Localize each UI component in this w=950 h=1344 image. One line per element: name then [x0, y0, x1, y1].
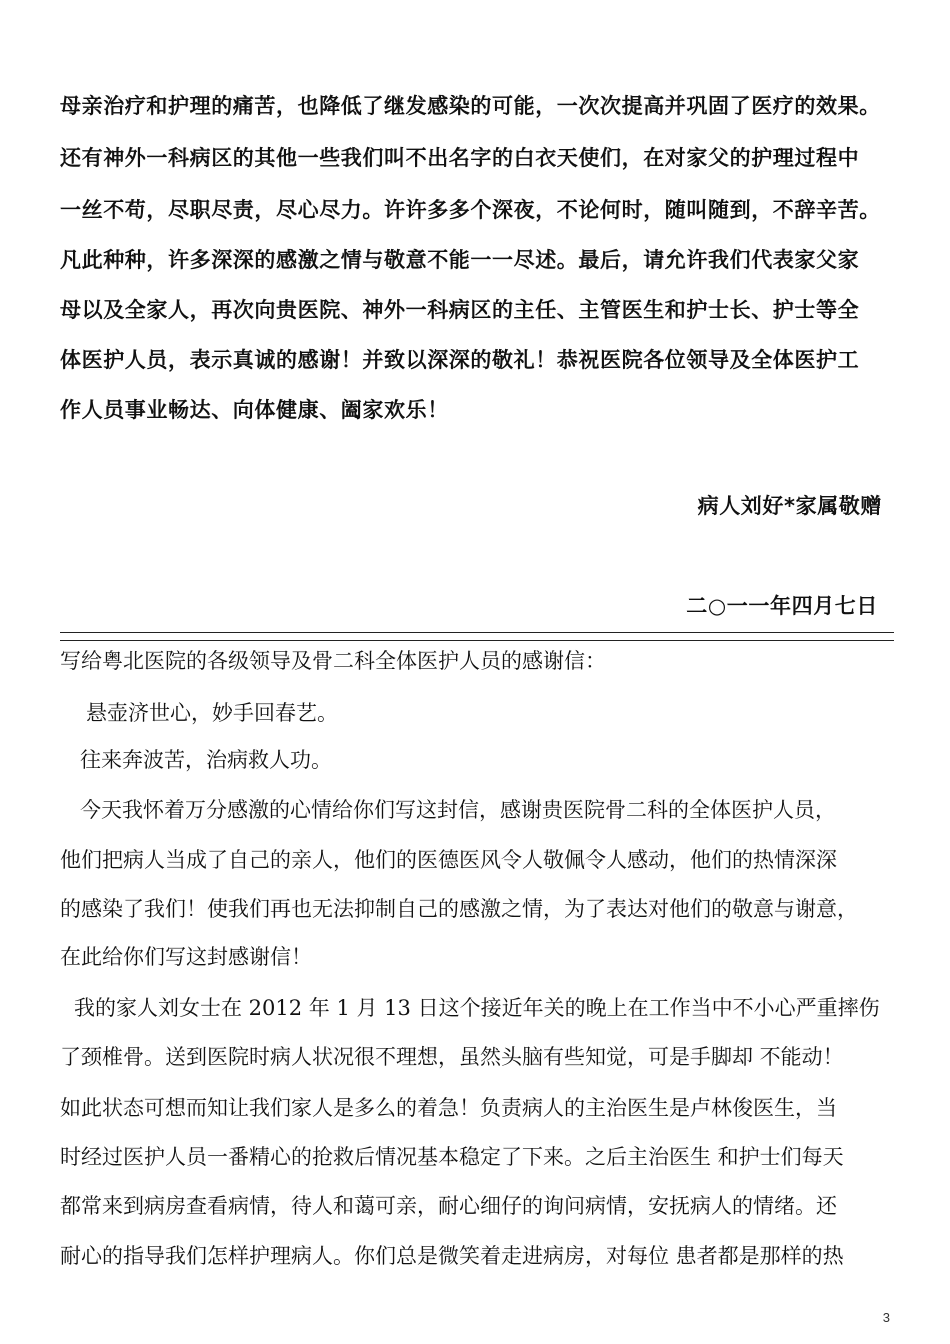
letter2-line: 他们把病人当成了自己的亲人，他们的医德医风令人敬佩令人感动，他们的热情深深: [60, 848, 837, 872]
letter2-title: 写给粤北医院的各级领导及骨二科全体医护人员的感谢信：: [60, 649, 606, 673]
letter1-signature: 病人刘好*家属敬赠: [697, 494, 882, 518]
letter1-line: 母亲治疗和护理的痛苦，也降低了继发感染的可能，一次次提高并巩固了医疗的效果。: [60, 94, 881, 118]
letter2-line: 在此给你们写这封感谢信！: [60, 945, 312, 969]
letter1-line: 一丝不苟，尽职尽责，尽心尽力。许许多多个深夜，不论何时，随叫随到，不辞辛苦。: [60, 198, 881, 222]
poem-line: 悬壶济世心，妙手回春艺。: [86, 701, 338, 725]
letter2-line: 时经过医护人员一番精心的抢救后情况基本稳定了下来。之后主治医生 和护士们每天: [60, 1145, 844, 1169]
letter2-line: 如此状态可想而知让我们家人是多么的着急！负责病人的主治医生是卢林俊医生，当: [60, 1096, 837, 1120]
letter1-line: 作人员事业畅达、向体健康、阖家欢乐！: [60, 398, 449, 422]
letter1-line: 体医护人员，表示真诚的感谢！并致以深深的敬礼！恭祝医院各位领导及全体医护工: [60, 348, 860, 372]
letter2-line: 都常来到病房查看病情，待人和蔼可亲，耐心细仔的询问病情，安抚病人的情绪。还: [60, 1194, 837, 1218]
page-number: 3: [882, 1310, 890, 1325]
section-divider-bottom: [60, 640, 894, 641]
letter1-date: 二○一一年四月七日: [686, 594, 878, 618]
section-divider-top: [60, 632, 894, 633]
letter1-line: 母以及全家人，再次向贵医院、神外一科病区的主任、主管医生和护士长、护士等全: [60, 298, 860, 322]
letter2-line: 了颈椎骨。送到医院时病人状况很不理想，虽然头脑有些知觉，可是手脚却 不能动！: [60, 1045, 844, 1069]
letter2-line: 今天我怀着万分感激的心情给你们写这封信，感谢贵医院骨二科的全体医护人员，: [80, 798, 836, 822]
poem-line: 往来奔波苦，治病救人功。: [80, 748, 332, 772]
letter1-line: 还有神外一科病区的其他一些我们叫不出名字的白衣天使们，在对家父的护理过程中: [60, 146, 860, 170]
letter2-line: 的感染了我们！使我们再也无法抑制自己的感激之情，为了表达对他们的敬意与谢意，: [60, 897, 858, 921]
letter2-line: 我的家人刘女士在 2012 年 1 月 13 日这个接近年关的晚上在工作当中不小心严重摔伤: [74, 996, 880, 1020]
letter1-line: 凡此种种，许多深深的感激之情与敬意不能一一尽述。最后，请允许我们代表家父家: [60, 248, 860, 272]
letter2-line: 耐心的指导我们怎样护理病人。你们总是微笑着走进病房，对每位 患者都是那样的热: [60, 1244, 844, 1268]
